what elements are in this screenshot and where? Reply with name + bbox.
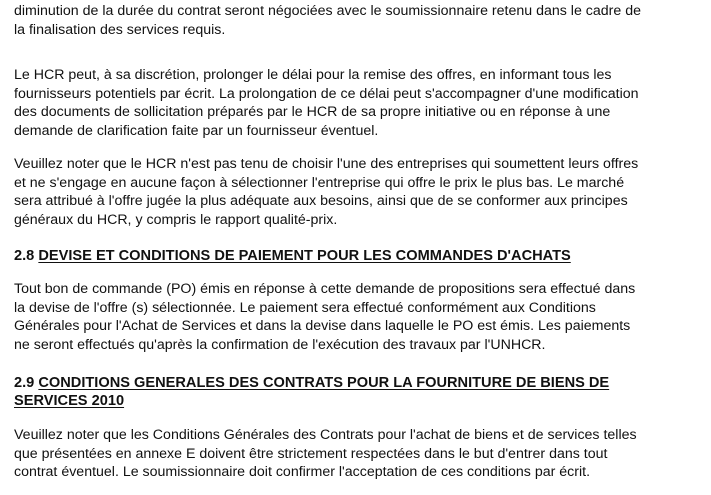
section-number: 2.9: [14, 375, 35, 391]
text-line: Veuillez noter que les Conditions Générales des Contrats pour l'achat de biens et de services telles: [14, 427, 637, 443]
text-line: contrat éventuel. Le soumissionnaire doit confirmer l'acceptation de ces conditions par écrit.: [14, 464, 591, 480]
text-line: sera attribué à l'offre jugée la plus adéquate aux besoins, ainsi que de se conformer aux principes: [14, 193, 628, 209]
text-line: que présentées en annexe E doivent être strictement respectées dans le but d'entrer dans tout: [14, 445, 608, 462]
text-line: diminution de la durée du contrat seront négociées avec le soumissionnaire retenu dans le cadre de: [14, 3, 642, 19]
paragraph-general-conditions: [14, 426, 704, 482]
text-line: des documents de sollicitation préparés par le HCR de sa propre initiative ou en réponse à une: [14, 104, 611, 120]
text-line: Le HCR peut, à sa discrétion, prolonger le délai pour la remise des offres, en informant tous les: [14, 67, 612, 83]
section-title: CONDITIONS GENERALES DES CONTRATS POUR LA FOURNITURE DE BIENS DE: [38, 375, 610, 391]
text-line: et ne s'engage en aucune façon à sélectionner l'entreprise qui offre le prix le plus bas. Le marché: [14, 174, 625, 191]
text-line: Tout bon de commande (PO) émis en réponse à cette demande de propositions sera effectué dans: [14, 281, 636, 297]
paragraph-contract-duration: [14, 2, 704, 39]
section-title: DEVISE ET CONDITIONS DE PAIEMENT POUR LES COMMANDES D'ACHATS: [38, 248, 571, 264]
section-heading-2-9: [14, 374, 704, 410]
text-line: la finalisation des services requis.: [14, 21, 226, 38]
section-heading-2-8: [14, 247, 704, 265]
text-line: généraux du HCR, y compris le rapport qualité-prix.: [14, 211, 338, 228]
section-title-line: SERVICES 2010: [14, 393, 125, 409]
text-line: fournisseurs potentiels par écrit. La prolongation de ce délai peut s'accompagner d'une modification: [14, 85, 639, 102]
text-line: la devise de l'offre (s) sélectionnée. Le paiement sera effectué conformément aux Conditions: [14, 299, 596, 316]
section-number: 2.8: [14, 248, 35, 264]
section-title-line: [14, 374, 704, 392]
paragraph-award-criteria: [14, 155, 704, 229]
text-line: demande de clarification faite par un fournisseur éventuel.: [14, 122, 379, 139]
text-line: Veuillez noter que le HCR n'est pas tenu de choisir l'une des entreprises qui soumettent leurs offres: [14, 156, 639, 172]
text-line: ne seront effectués qu'après la confirmation de l'exécution des travaux par l'UNHCR.: [14, 336, 546, 353]
paragraph-offer-deadline: [14, 66, 704, 140]
text-line: Générales pour l'Achat de Services et dans la devise dans laquelle le PO est émis. Les paiements: [14, 318, 631, 334]
paragraph-payment-terms: [14, 280, 704, 354]
